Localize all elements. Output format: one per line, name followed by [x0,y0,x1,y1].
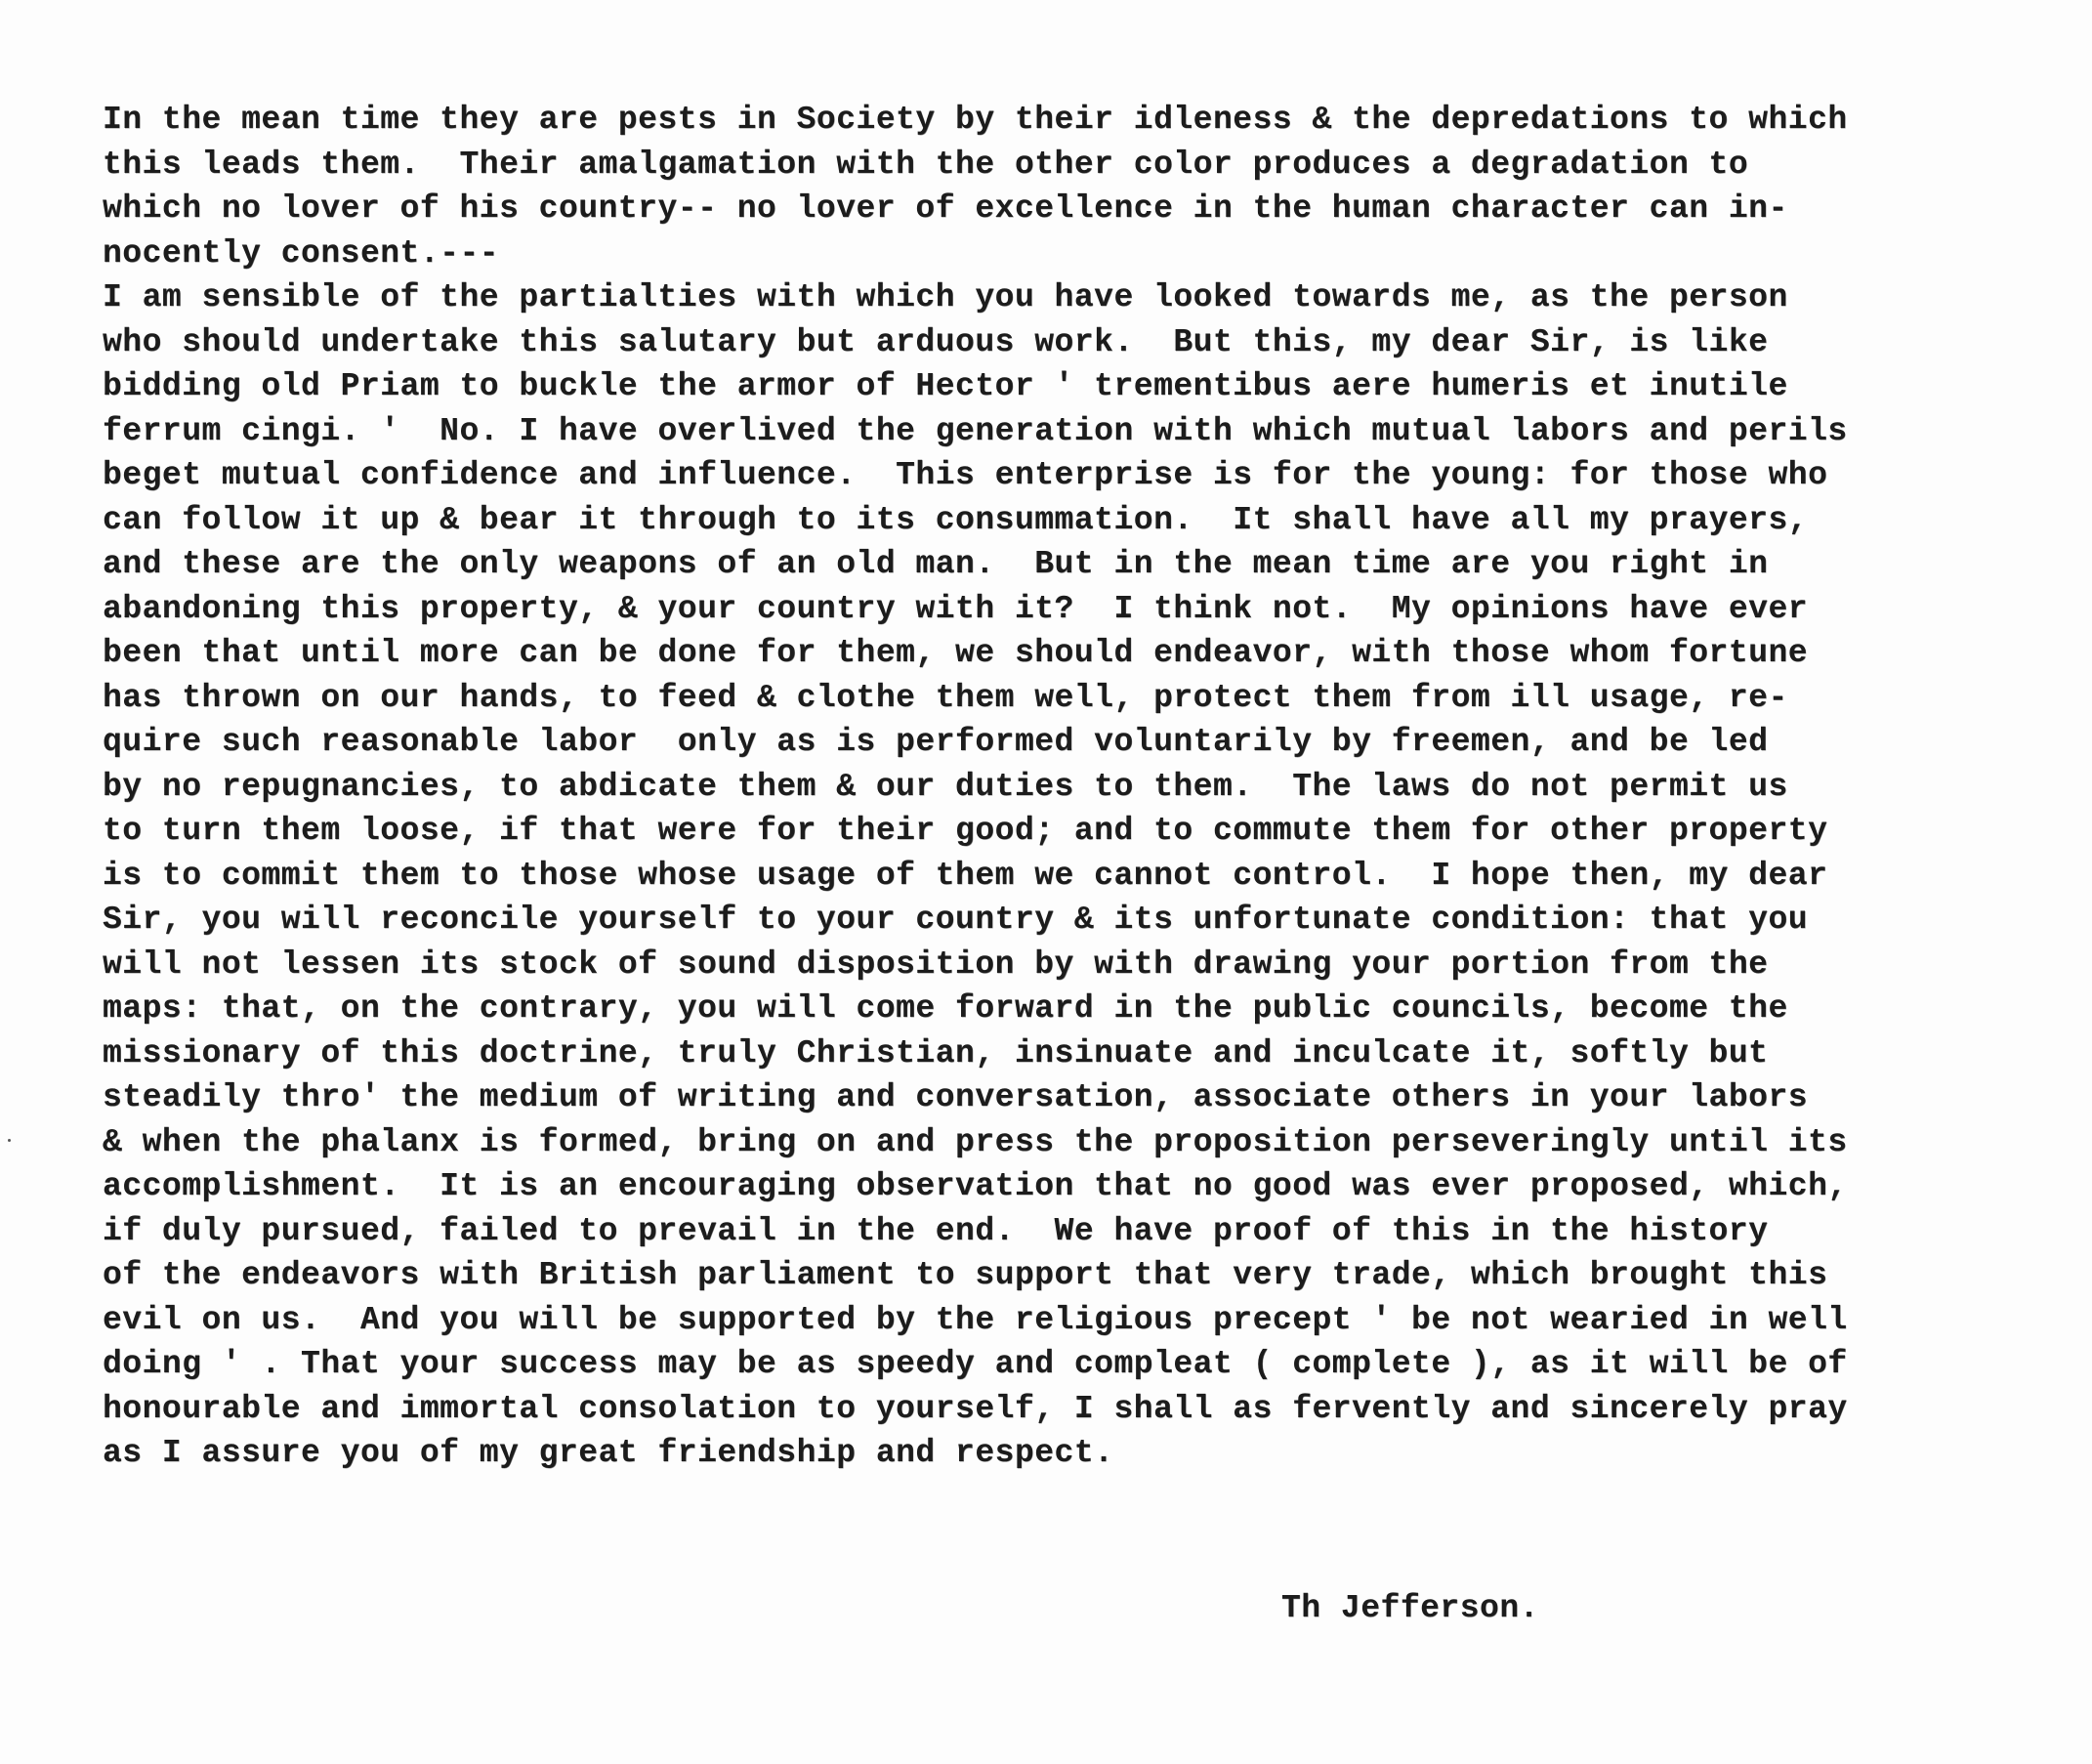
letter-line: ferrum cingi. ' No. I have overlived the generation with which mutual labors and perils [103,412,1848,449]
letter-line: been that until more can be done for them, we should endeavor, with those whom fortune [103,635,1809,671]
letter-line: steadily thro' the medium of writing and conversation, associate others in your labors [103,1079,1809,1115]
letter-body [103,98,2007,1476]
letter-line: bidding old Priam to buckle the armor of Hector ' trementibus aere humeris et inutile [103,368,1788,404]
letter-line: as I assure you of my great friendship and respect. [103,1435,1114,1471]
letter-line: quire such reasonable labor only as is performed voluntarily by freemen, and be led [103,724,1769,760]
letter-line: & when the phalanx is formed, bring on and press the proposition perseveringly until its [103,1123,1848,1160]
paper-speck [8,1139,11,1142]
letter-line: missionary of this doctrine, truly Christian, insinuate and inculcate it, softly but [103,1034,1769,1071]
letter-line: to turn them loose, if that were for their good; and to commute them for other property [103,813,1828,849]
letter-line: beget mutual confidence and influence. This enterprise is for the young: for those who [103,457,1828,493]
letter-line: In the mean time they are pests in Society by their idleness & the depredations to which [103,102,1848,138]
letter-line: nocently consent.--- [103,234,500,272]
letter-line: honourable and immortal consolation to yourself, I shall as fervently and sincerely pray [103,1390,1848,1427]
letter-line: I am sensible of the partialties with which you have looked towards me, as the person [103,279,1788,315]
letter-line: Sir, you will reconcile yourself to your country & its unfortunate condition: that you [103,902,1809,938]
letter-line: is to commit them to those whose usage of them we cannot control. I hope then, my dear [103,857,1828,894]
letter-line: doing ' . That your success may be as speedy and compleat ( complete ), as it will be of [103,1346,1848,1382]
letter-line: maps: that, on the contrary, you will come forward in the public councils, become the [103,990,1788,1027]
letter-line: will not lessen its stock of sound disposition by with drawing your portion from the [103,945,1769,983]
letter-line: of the endeavors with British parliament to support that very trade, which brought this [103,1257,1828,1293]
letter-line: accomplishment. It is an encouraging observation that no good was ever proposed, which, [103,1168,1848,1204]
letter-line: abandoning this property, & your country with it? I think not. My opinions have ever [103,590,1809,627]
letter-line: and these are the only weapons of an old man. But in the mean time are you right in [103,546,1769,582]
letter-line: if duly pursued, failed to prevail in the end. We have proof of this in the history [103,1212,1769,1249]
signature: Th Jefferson. [1281,1590,1539,1626]
letter-line: can follow it up & bear it through to its consummation. It shall have all my prayers, [103,501,1809,538]
letter-line: by no repugnancies, to abdicate them & our duties to them. The laws do not permit us [103,768,1788,805]
letter-line: evil on us. And you will be supported by the religious precept ' be not wearied in well [103,1301,1848,1338]
letter-line: which no lover of his country-- no lover of excellence in the human character can in- [103,190,1788,227]
letter-line: has thrown on our hands, to feed & clothe them well, protect them from ill usage, re- [103,679,1788,716]
letter-line: who should undertake this salutary but arduous work. But this, my dear Sir, is like [103,323,1769,360]
letter-line: this leads them. Their amalgamation with the other color produces a degradation to [103,146,1749,183]
